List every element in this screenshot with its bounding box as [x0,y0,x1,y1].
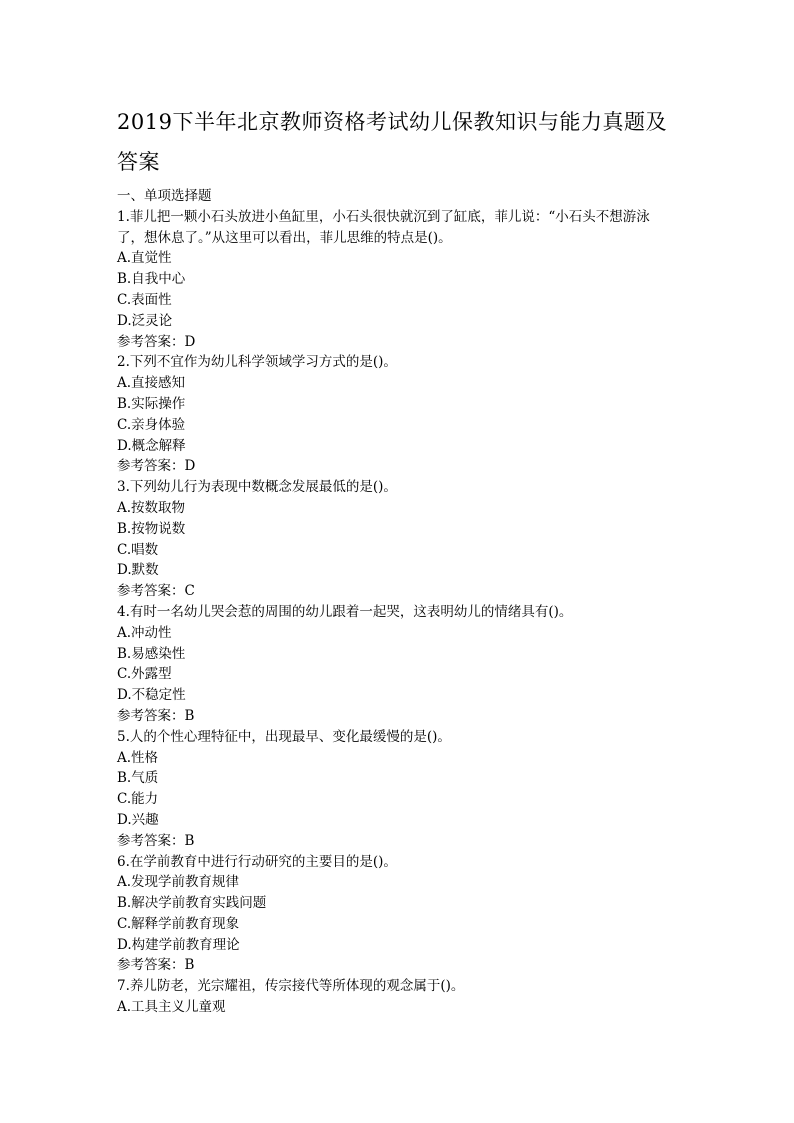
question-stem: 4.有时一名幼儿哭会惹的周围的幼儿跟着一起哭，这表明幼儿的情绪具有()。 [117,603,573,620]
question-1 [117,207,677,353]
option-d: D.不稳定性 [117,687,186,704]
option-c: C.亲身体验 [117,416,186,433]
document-page [117,102,677,1018]
reference-answer: 参考答案：C [117,583,195,600]
question-2 [117,352,677,477]
option-d: D.概念解释 [117,437,186,454]
option-a: A.发现学前教育规律 [117,874,240,891]
option-c: C.外露型 [117,666,172,683]
question-4 [117,602,677,727]
option-b: B.实际操作 [117,395,186,412]
option-a: A.直觉性 [117,250,172,267]
question-stem: 6.在学前教育中进行行动研究的主要目的是()。 [117,853,397,870]
document-title [117,102,677,182]
option-d: D.默数 [117,562,159,579]
option-b: B.解决学前教育实践问题 [117,895,267,912]
reference-answer: 参考答案：D [117,458,196,475]
option-c: C.解释学前教育现象 [117,915,240,932]
question-stem: 7.养儿防老，光宗耀祖，传宗接代等所体现的观念属于()。 [117,978,465,995]
option-b: B.自我中心 [117,271,186,288]
reference-answer: 参考答案：B [117,832,195,849]
question-6 [117,852,677,977]
option-b: B.按物说数 [117,520,186,537]
question-stem: 5.人的个性心理特征中，出现最早、变化最缓慢的是()。 [117,728,451,745]
option-a: A.按数取物 [117,499,186,516]
option-a: A.性格 [117,749,159,766]
question-stem: 2.下列不宜作为幼儿科学领域学习方式的是()。 [117,354,397,371]
option-a: A.冲动性 [117,624,172,641]
title-line-1: 2019下半年北京教师资格考试幼儿保教知识与能力真题及 [117,110,667,134]
option-b: B.易感染性 [117,645,186,662]
reference-answer: 参考答案：B [117,707,195,724]
question-stem: 3.下列幼儿行为表现中数概念发展最低的是()。 [117,479,397,496]
option-c: C.表面性 [117,291,172,308]
option-d: D.兴趣 [117,811,159,828]
question-5 [117,727,677,852]
option-c: C.能力 [117,791,159,808]
option-b: B.气质 [117,770,159,787]
reference-answer: 参考答案：D [117,333,196,350]
option-c: C.唱数 [117,541,159,558]
section-heading: 一、单项选择题 [117,188,212,204]
document-body [117,186,677,1018]
question-3 [117,477,677,602]
question-stem-continued: 了，想休息了。”从这里可以看出，菲儿思维的特点是()。 [117,229,452,246]
question-7 [117,976,677,1018]
reference-answer: 参考答案：B [117,957,195,974]
option-d: D.构建学前教育理论 [117,936,240,953]
option-a: A.直接感知 [117,375,186,392]
title-line-2: 答案 [117,150,160,174]
question-stem: 1.菲儿把一颗小石头放进小鱼缸里，小石头很快就沉到了缸底，菲儿说：“小石头不想游泳 [117,208,650,225]
option-d: D.泛灵论 [117,312,173,329]
option-a: A.工具主义儿童观 [117,999,226,1016]
